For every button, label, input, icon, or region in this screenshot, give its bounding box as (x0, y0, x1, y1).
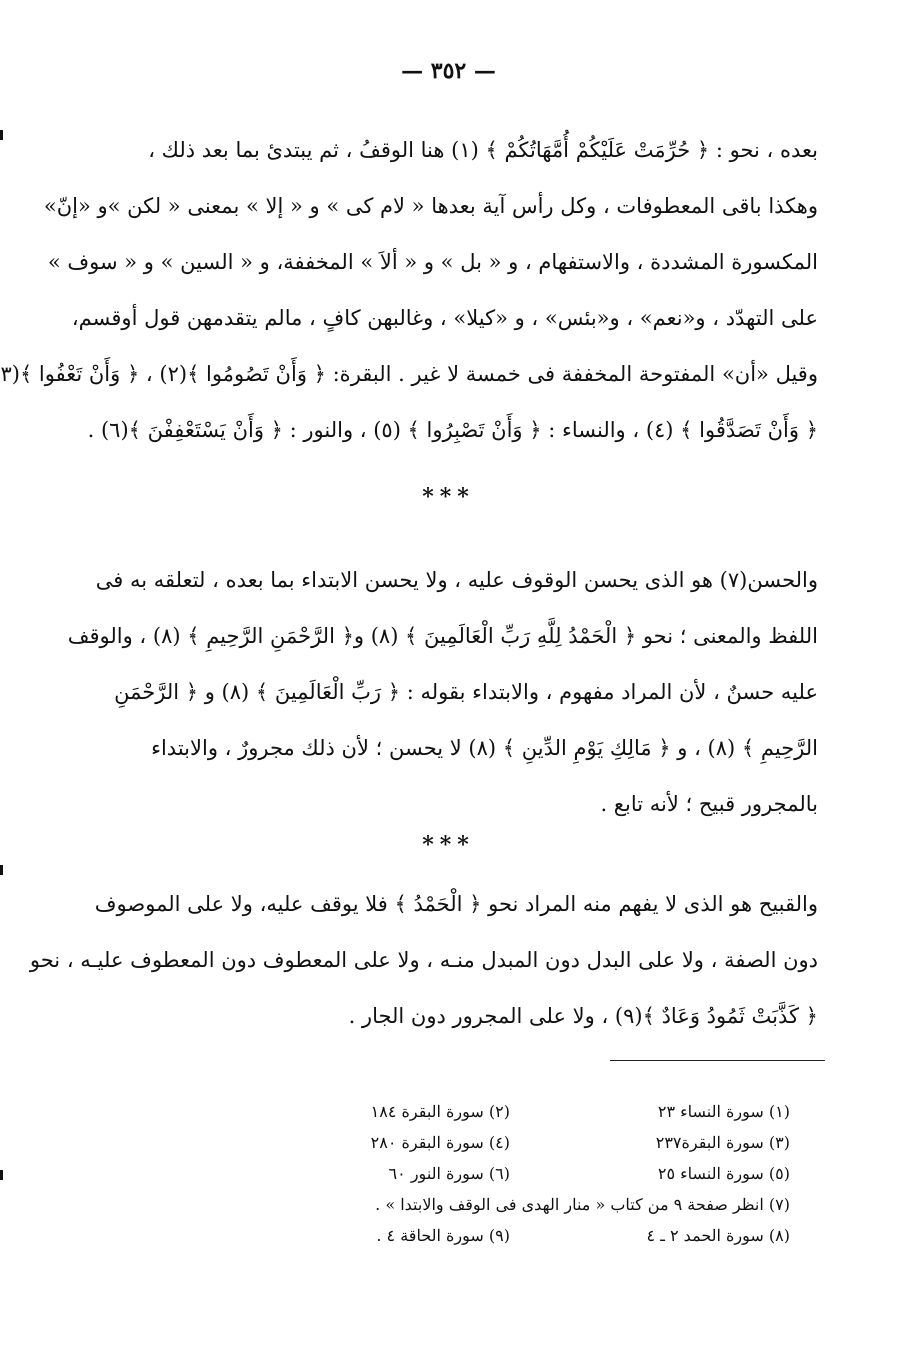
text-line: المكسورة المشددة ، والاستفهام ، و « بل » و « ألاَ » المخففة، و « السين » و « سوف » (47, 250, 818, 274)
text-line: عليه حسنٌ ، لأن المراد مفهوم ، والابتداء بقوله : ﴿ رَبِّ الْعَالَمِينَ ﴾ (٨) و ﴿ الرَّحْمَنِ (114, 680, 818, 704)
text-line: والقبيح هو الذى لا يفهم منه المراد نحو ﴿ الْحَمْدُ ﴾ فلا يوقف عليه، ولا على الموصوف (94, 892, 818, 916)
scan-edge-mark (0, 130, 3, 140)
footnote-row (250, 1189, 790, 1220)
footnote-row (250, 1127, 790, 1158)
footnote: (٣) سورة البقرة٢٣٧ (655, 1133, 790, 1152)
text-line: وهكذا باقى المعطوفات ، وكل رأس آية بعدها « لام كى » و « إلا » بمعنى « لكن »و «إنّ» (43, 194, 818, 218)
footnote: (٨) سورة الحمد ٢ ـ ٤ (646, 1226, 790, 1245)
text-line: بعده ، نحو : ﴿ حُرِّمَتْ عَلَيْكُمْ أُمَّهَاتُكُمْ ﴾ (١) هنا الوقفُ ، ثم يبتدئ بما بعد ذلك ، (148, 138, 818, 162)
paragraph-stops-hasan (67, 552, 818, 832)
footnote: (٢) سورة البقرة ١٨٤ (370, 1102, 510, 1121)
text-line: وقيل «أن» المفتوحة المخففة فى خمسة لا غير . البقرة: ﴿ وَأَنْ تَصُومُوا ﴾(٢) ، ﴿ وَأَنْ تَعْفُوا ﴾(٣ (0, 362, 818, 386)
text-line: اللفظ والمعنى ؛ نحو ﴿ الْحَمْدُ لِلَّهِ رَبِّ الْعَالَمِينَ ﴾ (٨) و﴿ الرَّحْمَنِ الرَّحِيمِ ﴾ (٨) ، والوقف (67, 624, 818, 648)
paragraph-stops-kafi (0, 122, 818, 458)
footnote: (٥) سورة النساء ٢٥ (657, 1164, 790, 1183)
footnote-row (250, 1220, 790, 1251)
footnote: (٦) سورة النور ٦٠ (388, 1164, 510, 1183)
scan-edge-mark (0, 865, 3, 875)
text-line: الرَّحِيمِ ﴾ (٨) ، و ﴿ مَالِكِ يَوْمِ الدِّينِ ﴾ (٨) لا يحسن ؛ لأن ذلك مجرورٌ ، والابتداء (151, 736, 818, 760)
footnotes (250, 1096, 790, 1251)
footnote: (١) سورة النساء ٢٣ (657, 1102, 790, 1121)
scan-edge-mark (0, 1170, 3, 1180)
text-line: والحسن(٧) هو الذى يحسن الوقوف عليه ، ولا يحسن الابتداء بما بعده ، لتعلقه به فى (95, 568, 818, 592)
footnote-rule (610, 1060, 825, 1061)
footnote: (٩) سورة الحاقة ٤ . (376, 1226, 510, 1245)
footnote: (٤) سورة البقرة ٢٨٠ (370, 1133, 510, 1152)
paragraph-stops-qabih (29, 876, 818, 1044)
footnote: (٧) انظر صفحة ٩ من كتاب « منار الهدى فى الوقف والابتدا » . (375, 1195, 790, 1214)
footnote-row (250, 1096, 790, 1127)
section-separator: *** (422, 832, 475, 858)
text-line: على التهدّد ، و«نعم» ، و«بئس» ، و «كيلا» ، وغالبهن كافٍ ، مالم يتقدمهن قول أوقسم، (71, 306, 818, 330)
page-number: — ٣٥٢ — (401, 58, 496, 84)
text-line: ﴿ وَأَنْ تَصَدَّقُوا ﴾ (٤) ، والنساء : ﴿ وَأَنْ تَصْبِرُوا ﴾ (٥) ، والنور : ﴿ وَأَنْ يَسْتَعْفِفْنَ ﴾(٦) . (87, 418, 818, 442)
footnote-row (250, 1158, 790, 1189)
text-line: دون الصفة ، ولا على البدل دون المبدل منـه ، ولا على المعطوف دون المعطوف عليـه ، نحو (29, 948, 818, 972)
text-line: ﴿ كَذَّبَتْ ثَمُودُ وَعَادٌ ﴾(٩) ، ولا على المجرور دون الجار . (348, 1004, 818, 1028)
section-separator: *** (422, 484, 475, 510)
text-line: بالمجرور قبيح ؛ لأنه تابع . (600, 792, 818, 816)
